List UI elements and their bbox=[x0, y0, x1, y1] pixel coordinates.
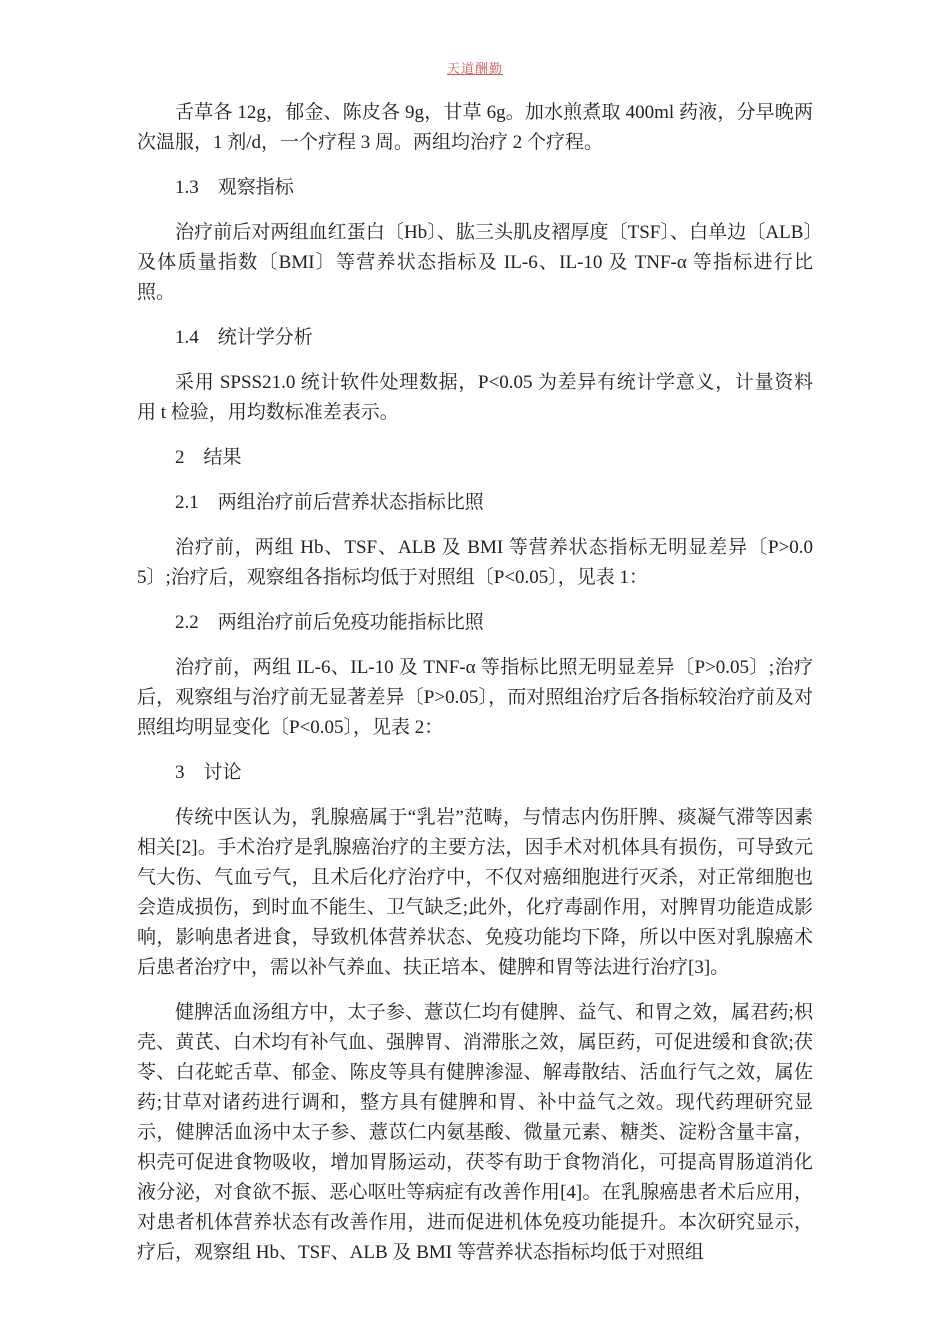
section-heading: 1.3 观察指标 bbox=[175, 177, 294, 198]
paragraph: 治疗前，两组 IL-6、IL-10 及 TNF-α 等指标比照无明显差异〔P>0.05〕;治疗后，观察组与治疗前无显著差异〔P>0.05〕，而对照组治疗后各指标较治疗前及对照组均明显变化〔P<0.05〕，见表 2： bbox=[137, 657, 813, 738]
section-heading: 2.2 两组治疗前后免疫功能指标比照 bbox=[175, 612, 484, 633]
section-heading: 1.4 统计学分析 bbox=[175, 327, 313, 348]
paragraph: 治疗前，两组 Hb、TSF、ALB 及 BMI 等营养状态指标无明显差异〔P>0.05〕;治疗后，观察组各指标均低于对照组〔P<0.05〕，见表 1： bbox=[137, 537, 813, 588]
page-header bbox=[137, 58, 813, 78]
paragraph: 健脾活血汤组方中，太子参、薏苡仁均有健脾、益气、和胃之效，属君药;枳壳、黄芪、白术均有补气血、强脾胃、消滞胀之效，属臣药，可促进缓和食欲;茯苓、白花蛇舌草、郁金、陈皮等具有健脾渗湿、解毒散结、活血行气之效，属佐药;甘草对诸药进行调和，整方具有健脾和胃、补中益气之效。现代药理研究显示，健脾活血汤中太子参、薏苡仁内氨基酸、微量元素、糖类、淀粉含量丰富，枳壳可促进食物吸收，增加胃肠运动，茯苓有助于食物消化，可提高胃肠道消化液分泌，对食欲不振、恶心呕吐等病症有改善作用[4]。在乳腺癌患者术后应用，对患者机体营养状态有改善作用，进而促进机体免疫功能提升。本次研究显示，疗后，观察组 Hb、TSF、ALB 及 BMI 等营养状态指标均低于对照组 bbox=[137, 1002, 813, 1263]
document-body bbox=[137, 98, 813, 1268]
paragraph: 传统中医认为，乳腺癌属于“乳岩”范畴，与情志内伤肝脾、痰凝气滞等因素相关[2]。手术治疗是乳腺癌治疗的主要方法，因手术对机体具有损伤，可导致元气大伤、气血亏气，且术后化疗治疗中，不仅对癌细胞进行灭杀，对正常细胞也会造成损伤，到时血不能生、卫气缺乏;此外，化疗毒副作用，对脾胃功能造成影响，影响患者进食，导致机体营养状态、免疫功能均下降，所以中医对乳腺癌术后患者治疗中，需以补气养血、扶正培本、健脾和胃等法进行治疗[3]。 bbox=[137, 807, 813, 978]
paragraph: 舌草各 12g，郁金、陈皮各 9g，甘草 6g。加水煎煮取 400ml 药液，分早晚两次温服，1 剂/d，一个疗程 3 周。两组均治疗 2 个疗程。 bbox=[137, 102, 813, 153]
section-heading: 2.1 两组治疗前后营养状态指标比照 bbox=[175, 492, 484, 513]
section-heading: 2 结果 bbox=[175, 447, 242, 468]
paragraph: 采用 SPSS21.0 统计软件处理数据，P<0.05 为差异有统计学意义，计量资料用 t 检验，用均数标准差表示。 bbox=[137, 372, 813, 423]
section-heading: 3 讨论 bbox=[175, 762, 242, 783]
watermark-link[interactable]: 天道酬勤 bbox=[446, 61, 503, 76]
paragraph: 治疗前后对两组血红蛋白〔Hb〕、肱三头肌皮褶厚度〔TSF〕、白单边〔ALB〕及体质量指数〔BMI〕等营养状态指标及 IL-6、IL-10 及 TNF-α 等指标进行比照。 bbox=[137, 222, 813, 303]
